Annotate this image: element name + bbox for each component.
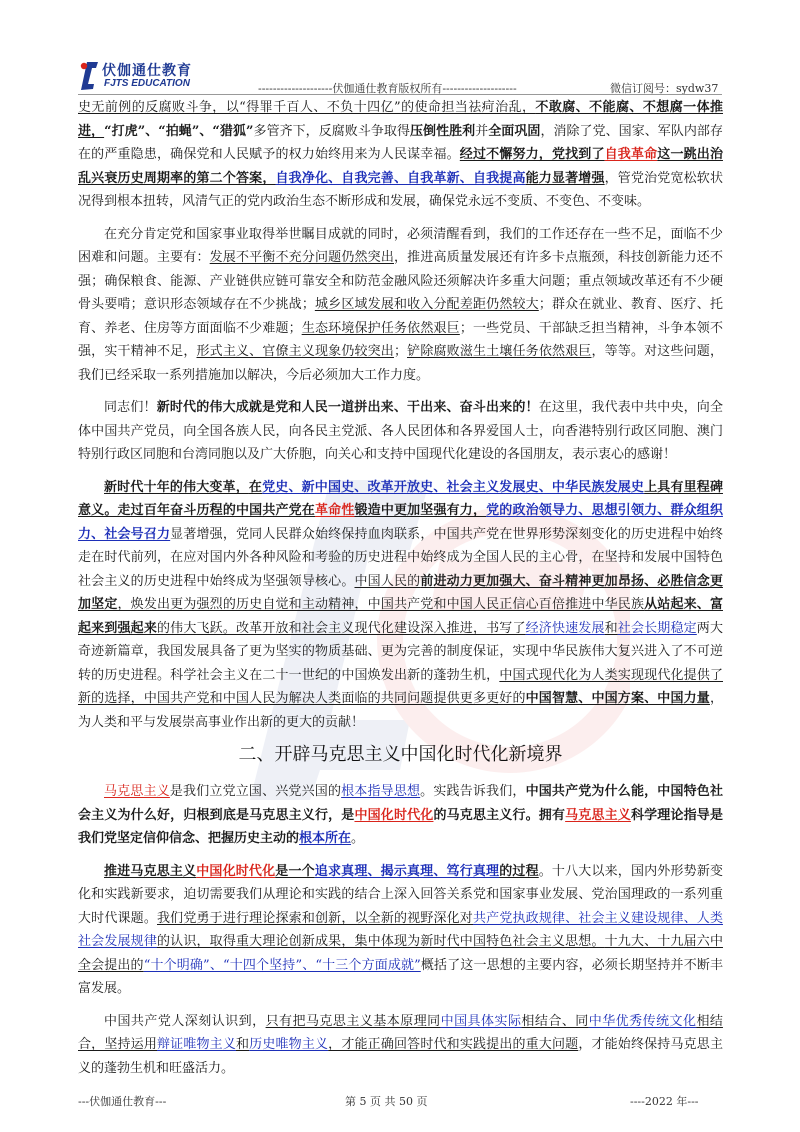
paragraph-thanks bbox=[78, 396, 723, 467]
paragraph-problems bbox=[78, 223, 723, 388]
text-run: 新时代的伟大成就是党和人民一道拼出来、干出来、奋斗出来的！ bbox=[156, 400, 539, 415]
text-run: 和 bbox=[604, 620, 618, 636]
text-run: 上具有里程碑意义。 bbox=[78, 479, 723, 518]
text-run: 中国式现代化为人类实现现代化提供了新的选择，中国共产党和中国人民为解决人类面临的共同问题提供更多更好的 bbox=[78, 667, 723, 706]
paragraph-gap bbox=[78, 214, 723, 223]
text-run: 史无前例的反腐败斗争，以“得罪千百人、不负十四亿”的使命担当祛疴治乱， bbox=[78, 100, 536, 115]
header-divider bbox=[78, 94, 722, 95]
text-run: 。 bbox=[351, 831, 365, 846]
text-run: ，焕发出更为强烈的历史自觉和主动精神，中国共产党和中国人民正信心百倍推进中华民族 bbox=[117, 597, 645, 612]
text-run: 推进马克思主义 bbox=[104, 863, 197, 879]
text-run: 历史唯物主义 bbox=[249, 1037, 329, 1052]
text-run: 。实践告诉我们， bbox=[420, 784, 526, 799]
footer-brand: ---伏伽通仕教育--- bbox=[78, 1095, 167, 1108]
text-run: 前进动力更加强大、奋斗精神更加昂扬、必胜信念更加坚定 bbox=[78, 573, 723, 612]
text-run: 社会长期稳定 bbox=[617, 620, 697, 636]
text-run: 只有把马克思主义基本原理同 bbox=[265, 1013, 441, 1029]
body-content bbox=[78, 96, 723, 1080]
logo-english-name: FJTS EDUCATION bbox=[104, 78, 190, 89]
paragraph-two-combinations bbox=[78, 1010, 723, 1081]
text-run: 压倒性胜利 bbox=[410, 123, 476, 139]
text-run: ，推进高质量发展还有许多卡点瓶颈，科技创新能力还不强；确保粮食、能源、产业链供应链可靠安全和防范金融风险还须解决许多重大问题；重点领域改革还有不少硬骨头要啃；意识形态领域存在不少挑战； bbox=[78, 250, 723, 312]
text-run: 经过不懈努力，党找到了 bbox=[459, 147, 605, 162]
text-run: 中国共产党为什么能，中国特色社会主义为什么好，归根到底是马克思主义行，是 bbox=[78, 784, 723, 823]
brand-logo bbox=[78, 58, 228, 98]
text-run: 的马克思主义行。拥有 bbox=[433, 807, 566, 823]
footer-page-number: 第 5 页 共 50 页 bbox=[345, 1095, 428, 1108]
text-run: 全面巩固 bbox=[488, 123, 541, 139]
text-run: 辩证唯物主义 bbox=[157, 1037, 236, 1052]
text-run: 在这里，我代表中共中央，向全体中国共产党员，向全国各族人民，向各民主党派、各人民团体和各界爱国人士，向香港特别行政区同胞、澳门特别行政区同胞和台湾同胞以及广大侨胞，向关心和支持中国现代化建设的各国朋友，表示衷心的感谢！ bbox=[78, 400, 723, 462]
text-run: 和 bbox=[236, 1037, 250, 1052]
text-run: 马克思主义 bbox=[104, 784, 170, 799]
text-run: 中国人民的 bbox=[354, 573, 421, 589]
text-run: “十个明确”、“十四个坚持”、“十三个方面成就” bbox=[143, 957, 421, 973]
text-run: 我们党勇于进行理论探索和创新，以全新的视野深化对 bbox=[157, 910, 473, 926]
text-run: ；一些党员、干部缺乏担当精神，斗争本领不强，实干精神不足， bbox=[78, 320, 723, 359]
text-run: ，为人类和平与发展崇高事业作出新的更大的贡献！ bbox=[78, 691, 723, 730]
text-run: 追求真理、揭示真理、笃行真理 bbox=[314, 863, 500, 879]
text-run: 在 bbox=[248, 479, 263, 495]
paragraph-anti-corruption bbox=[78, 96, 723, 214]
text-run: 共产党执政规律、社会主义建设规律、人类社会发展规律 bbox=[78, 910, 723, 949]
text-run: 经济快速发展 bbox=[525, 620, 605, 636]
header-wechat-id: 微信订阅号：sydw37 bbox=[610, 82, 719, 95]
text-run: 能力显著增强 bbox=[525, 170, 605, 186]
text-run: ，管党治党宽松软状况得到根本扭转，风清气正的党内政治生态不断形成和发展，确保党永远不变质、不变色、不变味。 bbox=[78, 170, 723, 209]
text-run: 是我们立党立国、兴党兴国的 bbox=[169, 784, 342, 799]
paragraph-gap bbox=[78, 1001, 723, 1010]
text-run: 发展不平衡不充分问题仍然突出 bbox=[209, 250, 394, 265]
text-run: 中国具体实际 bbox=[440, 1013, 522, 1029]
text-run: 的伟大飞跃。改革开放和社会主义现代化建设深入推进，书写了 bbox=[157, 620, 526, 636]
text-run: 从站起来、富起来到强起来 bbox=[78, 597, 723, 636]
paragraph-gap bbox=[78, 467, 723, 476]
text-run: ，才能正确回答时代和实践提出的重大问题 bbox=[328, 1037, 579, 1052]
footer-year: ----2022 年--- bbox=[630, 1095, 699, 1108]
text-run: 马克思主义 bbox=[565, 807, 631, 823]
text-run: 是一个 bbox=[275, 863, 315, 879]
text-run: 多管齐下，反腐败斗争取得 bbox=[253, 123, 411, 139]
text-run: 。十八大以来，国内外形势新变化和实践新要求，迫切需要我们从理论和实践的结合上深入回答关系党和国家事业发展、党治国理政的一系列重大时代课题。 bbox=[78, 863, 723, 926]
text-run: 城乡区域发展和收入分配差距仍然较大 bbox=[314, 297, 539, 312]
text-run: 两大奇迹新篇章，我国发展具备了更为坚实的物质基础、更为完善的制度保证，实现中华民族伟大复兴进入了不可逆转的历史进程。科学社会主义在二十一世纪的中国焕发出新的蓬勃生机， bbox=[78, 620, 723, 683]
text-run: 锻造中更加坚强有力， bbox=[354, 503, 487, 518]
text-run: 同志们！ bbox=[104, 400, 157, 415]
text-run: 革命性 bbox=[314, 503, 355, 518]
text-run: 根本指导思想 bbox=[341, 784, 421, 799]
header-copyright: --------------------伏伽通仕教育版权所有-------------------- bbox=[258, 82, 517, 95]
paragraph-gap bbox=[78, 387, 723, 396]
text-run: ，消除了党、国家、军队内部存在的严重隐患，确保党和人民赋予的权力始终用来为人民谋幸福。 bbox=[78, 123, 723, 162]
text-run: 党史、新中国史、改革开放史、社会主义发展史、中华民族发展史 bbox=[262, 479, 645, 495]
text-run: ； bbox=[393, 344, 407, 359]
text-run: 中国化时代化 bbox=[196, 863, 276, 879]
text-run: 并 bbox=[475, 123, 489, 139]
text-run: ；群众在就业、教育、医疗、托育、养老、住房等方面面临不少难题； bbox=[78, 297, 723, 336]
text-run: 的过程 bbox=[499, 863, 539, 879]
text-run: 概括了这一思想的主要内容，必须长期坚持并不断丰富发展。 bbox=[78, 957, 723, 996]
logo-mark-icon bbox=[78, 58, 100, 92]
text-run: 走过百年奋斗历程的中国共产党在 bbox=[117, 503, 315, 518]
text-run: 中国化时代化 bbox=[354, 807, 434, 823]
text-run: 在充分肯定党和国家事业取得举世瞩目成就的同时，必须清醒看到，我们的工作还存在一些不足，面临不少困难和问题。主要有： bbox=[78, 226, 723, 265]
paragraph-theory-innovation bbox=[78, 860, 723, 1001]
text-run: 中国智慧、中国方案、中国力量 bbox=[525, 691, 710, 706]
text-run: 科学理论指导是我们党坚定信仰信念、把握历史主动的 bbox=[78, 807, 723, 846]
text-run: 中国共产党人深刻认识到， bbox=[104, 1013, 266, 1029]
text-run: 不敢腐、不能腐、不想腐一体推进， bbox=[78, 100, 723, 139]
text-run: ，才能始终保持马克思主义的蓬勃生机和旺盛活力。 bbox=[78, 1037, 723, 1076]
text-run: 相结合、同 bbox=[521, 1013, 589, 1029]
text-run: 自我净化、自我完善、自我革新、自我提高 bbox=[275, 170, 526, 186]
text-run: 显著增强，党同人民群众始终保持血肉联系，中国共产党在世界形势深刻变化的历史进程中始终走在时代前列，在应对国内外各种风险和考验的历史进程中始终成为全国人民的主心骨，在坚持和发展中国特色社会主义的历史进程中始终成为坚强领导核心。 bbox=[78, 526, 723, 589]
text-run: 十九大、十九届六中全会提出的 bbox=[78, 934, 723, 973]
paragraph-great-change bbox=[78, 476, 723, 735]
text-run: 这一跳出治乱兴衰历史周期率的第二个答案， bbox=[78, 147, 723, 186]
text-run: 的认识，取得重大理论创新成果，集中体现为新时代中国特色社会主义思想。 bbox=[157, 934, 605, 949]
text-run: “打虎”、“拍蝇”、“猎狐” bbox=[104, 123, 254, 139]
logo-chinese-name: 伏伽通仕教育 bbox=[102, 63, 192, 79]
section-heading: 二、开辟马克思主义中国化时代化新境界 bbox=[238, 744, 563, 765]
paragraph-gap bbox=[78, 851, 723, 860]
text-run: 形式主义、官僚主义现象仍较突出 bbox=[196, 344, 394, 359]
text-run: 党的政治领导力、思想引领力、群众组织力、社会号召力 bbox=[78, 503, 723, 542]
text-run: 生态环境保护任务依然艰巨 bbox=[301, 320, 460, 336]
text-run: 相结合，坚持运用 bbox=[78, 1013, 723, 1052]
text-run: 中华优秀传统文化 bbox=[588, 1013, 697, 1029]
text-run: ，等等。对这些问题，我们已经采取一系列措施加以解决，今后必须加大工作力度。 bbox=[78, 344, 723, 383]
text-run: 新时代十年的伟大变革， bbox=[104, 479, 249, 495]
paragraph-marxism-guide bbox=[78, 780, 723, 851]
text-run: 铲除腐败滋生土壤任务依然艰巨 bbox=[407, 344, 592, 359]
text-run: 根本所在 bbox=[299, 831, 352, 846]
text-run: 自我革命 bbox=[604, 147, 658, 162]
